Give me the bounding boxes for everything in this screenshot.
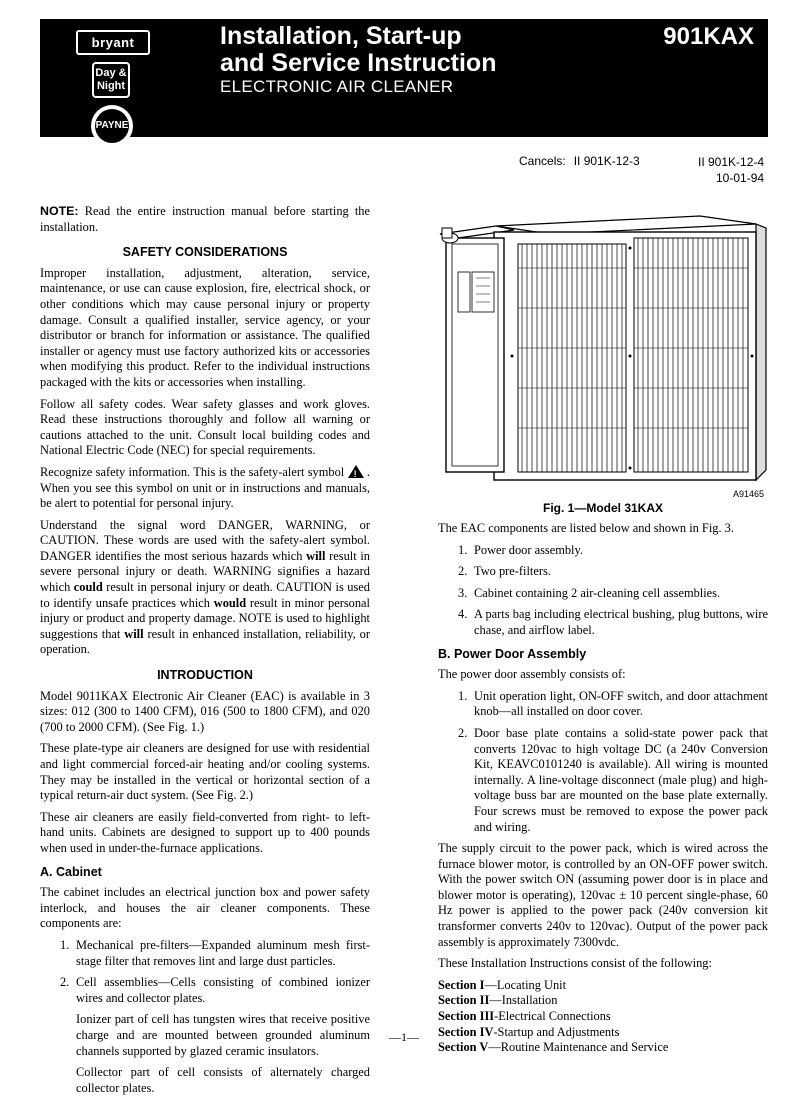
day-night-logo: Day & Night	[92, 62, 130, 98]
model-number: 901KAX	[663, 23, 754, 50]
page-number: —1—	[389, 1030, 419, 1044]
figure-caption: Fig. 1—Model 31KAX	[542, 501, 664, 515]
cabinet-list	[40, 938, 370, 1006]
list-item: Section III-Electrical Connections	[438, 1009, 611, 1024]
intro-paragraph: These air cleaners are easily field-converted from right- to left-hand units. Cabinets are designed to support up to 400 pounds when used in under-the-furnace applications.	[40, 809, 370, 855]
list-item: 1. Unit operation light, ON-OFF switch, and door attachment knob—all installed on door cover.	[458, 688, 768, 719]
note-paragraph: NOTE: Read the entire instruction manual before starting the installation.	[40, 204, 370, 234]
cabinet-heading: A. Cabinet	[40, 864, 102, 879]
list-item: 1. Mechanical pre-filters—Expanded aluminum mesh first-stage filter that removes lint and large dust particles.	[60, 937, 370, 968]
document-number: II 901K-12-4 10-01-94	[698, 155, 765, 185]
document-title: Installation, Start-up and Service Instruction	[220, 22, 497, 77]
payne-logo: PAYNE	[91, 105, 133, 147]
safety-paragraph: Improper installation, adjustment, alteration, service, maintenance, or use can cause explosion, fire, electrical shock, or other conditions which may cause personal injury or property damage. Consult a qualified installer, service agency, or your distributor or branch for information or assistance. The qualified installer or agency must use factory authorized kits or accessories when modifying this product. Refer to the individual instructions packaged with the kits or accessories when installing.	[40, 265, 370, 389]
safety-alert-icon	[348, 465, 364, 478]
ionizer-paragraph: Ionizer part of cell has tungsten wires that receive positive charge and are mounted between grounded aluminum channels supported by glazed ceramic insulators.	[76, 1012, 370, 1058]
list-item: Section IV-Startup and Adjustments	[438, 1024, 620, 1039]
power-door-heading: B. Power Door Assembly	[438, 646, 587, 661]
document-subtitle: ELECTRONIC AIR CLEANER	[220, 77, 454, 96]
brand-logos	[54, 19, 174, 137]
right-column	[438, 521, 768, 1056]
figure-code: A91465	[733, 489, 765, 499]
intro-paragraph: These plate-type air cleaners are designed for use with residential and light commercial forced-air heating and/or cooling systems. They may be installed in the vertical or horizontal section of a typical return-air duct system. (See Fig. 2.)	[40, 741, 370, 803]
list-item: Section II—Installation	[438, 993, 558, 1008]
collector-paragraph: Collector part of cell consists of alternately charged collector plates.	[76, 1065, 370, 1095]
safety-paragraph: Follow all safety codes. Wear safety glasses and work gloves. Read these instructions thoroughly and follow all warning or cautions attached to the unit. Consult local building codes and National Electric Code (NEC) for special requirements.	[40, 396, 370, 458]
header-banner	[40, 19, 768, 137]
list-item: Section I—Locating Unit	[438, 977, 567, 992]
safety-paragraph: Recognize safety information. This is the safety-alert symbol ! . When you see this symbol on unit or in instructions and manuals, be alert to potential for personal injury.	[40, 465, 370, 512]
intro-paragraph: Model 9011KAX Electronic Air Cleaner (EAC) is available in 3 sizes: 012 (300 to 1400 CFM), 016 (500 to 1800 CFM), and 020 (700 to 2000 CFM). (See Fig. 1.)	[40, 688, 370, 734]
cabinet-paragraph: The cabinet includes an electrical junction box and power safety interlock, and houses the air cleaner components. These components are:	[40, 885, 370, 931]
list-item: 2. Cell assemblies—Cells consisting of combined ionizer wires and collector plates.	[60, 975, 370, 1005]
power-door-list	[438, 689, 768, 835]
list-item: Section V—Routine Maintenance and Service	[438, 1040, 669, 1055]
air-cleaner-illustration	[438, 208, 768, 498]
list-item: 2. Two pre-filters.	[458, 564, 551, 579]
eac-components-list	[438, 543, 768, 639]
list-item: 2. Door base plate contains a solid-state power pack that converts 120vac to high voltage DC (a 240v Conversion Kit, KEAVC0101240 is available). All wiring is mounted internally. A line-voltage disconnect (male plug) and high-voltage buss bar are mounted on the base plate externally. Four screws must be removed to expose the power pack and wiring.	[458, 725, 768, 834]
air-cleaner-drawing	[438, 208, 768, 498]
power-door-intro: The power door assembly consists of:	[438, 667, 626, 682]
list-item: 3. Cabinet containing 2 air-cleaning cell assemblies.	[458, 585, 721, 600]
eac-intro: The EAC components are listed below and shown in Fig. 3.	[438, 521, 734, 535]
safety-heading: SAFETY CONSIDERATIONS	[122, 245, 288, 260]
supply-circuit-paragraph: The supply circuit to the power pack, which is wired across the furnace blower motor, is controlled by an ON-OFF power switch. With the power switch ON (assuming power door is in place and blower motor is operating), 120vac ± 10 percent single-phase, 60 Hz power is applied to the power pack (240v conversion kit transformer converts 240v to 120vac). Output of the power pack assembly is approximately 7300vdc.	[438, 841, 768, 949]
safety-paragraph: Understand the signal word DANGER, WARNING, or CAUTION. These words are used with the safety-alert symbol. DANGER identifies the most serious hazards which will result in severe personal injury or death. WARNING signifies a hazard which could result in personal injury or death. CAUTION is used to identify unsafe practices which would result in minor personal injury or product and property damage. NOTE is used to highlight suggestions that will result in enhanced installation, reliability, or operation.	[40, 517, 370, 657]
left-column	[40, 204, 370, 1102]
list-item: 1. Power door assembly.	[458, 542, 583, 557]
cancels-line: Cancels: II 901K-12-3	[519, 154, 640, 168]
introduction-heading: INTRODUCTION	[157, 668, 253, 683]
list-item: 4. A parts bag including electrical bushing, plug buttons, wire chase, and airflow label.	[458, 607, 768, 637]
bryant-logo: bryant	[76, 30, 150, 55]
sections-intro: These Installation Instructions consist of the following:	[438, 956, 712, 971]
